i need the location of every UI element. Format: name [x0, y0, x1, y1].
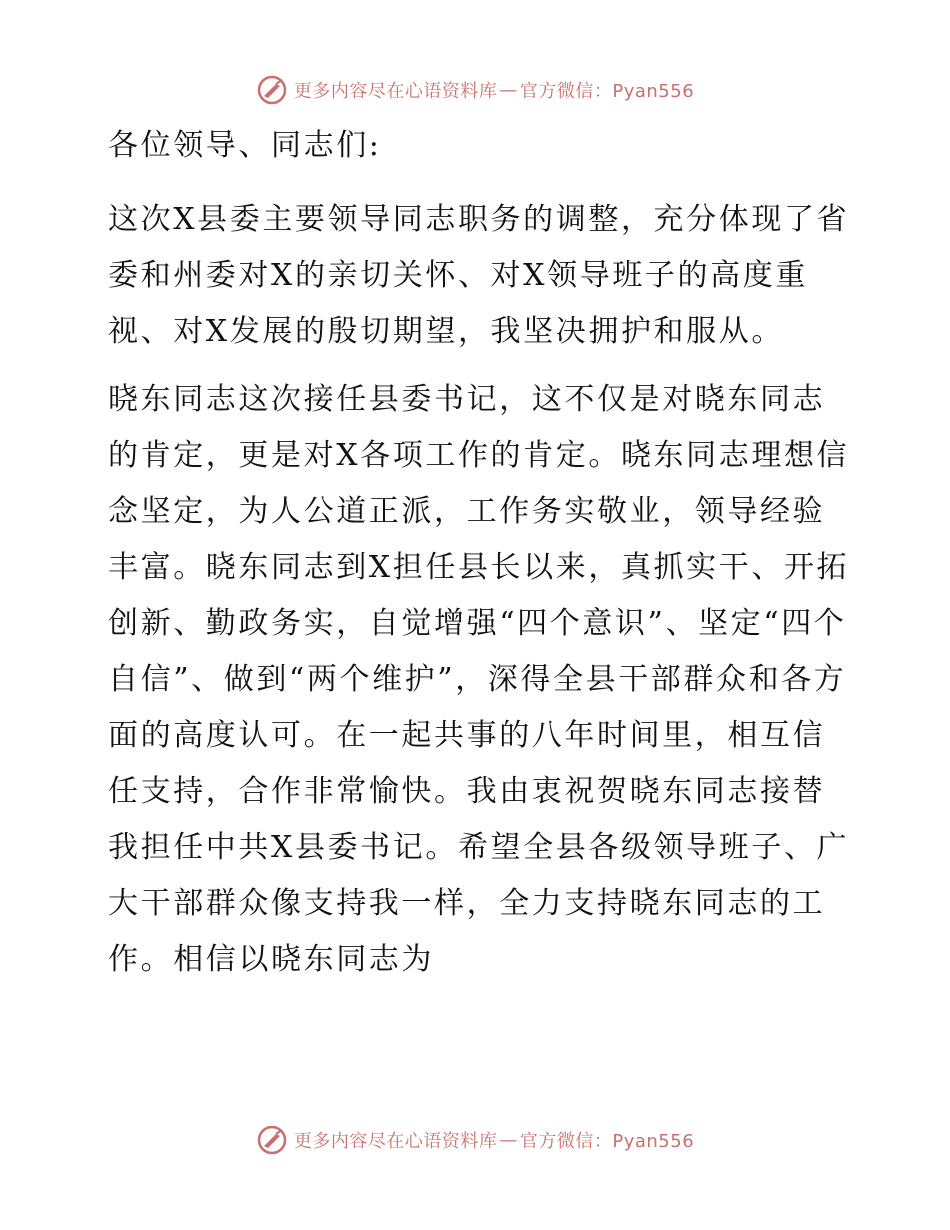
- watermark-text: 更多内容尽在心语资料库: [293, 81, 498, 102]
- footer-watermark: [0, 1120, 950, 1160]
- watermark-contact: 官方微信：Pyan556: [519, 1131, 695, 1152]
- pen-logo-icon: [256, 74, 288, 106]
- document-body: [96, 118, 856, 1000]
- watermark-separator: —: [499, 1129, 518, 1151]
- watermark-contact: 官方微信：Pyan556: [519, 81, 695, 102]
- watermark-text: 更多内容尽在心语资料库: [293, 1131, 498, 1152]
- watermark-separator: —: [499, 79, 518, 101]
- paragraph-1: 这次X县委主要领导同志职务的调整，充分体现了省委和州委对X的亲切关怀、对X领导班子的高度重视、对X发展的殷切期望，我坚决拥护和服从。: [108, 202, 850, 349]
- salutation: 各位领导、同志们:: [108, 128, 382, 163]
- header-watermark: [0, 70, 950, 110]
- paragraph-2: 晓东同志这次接任县委书记，这不仅是对晓东同志的肯定，更是对X各项工作的肯定。晓东同志理想信念坚定，为人公道正派，工作务实敬业，领导经验丰富。晓东同志到X担任县长以来，真抓实干、开拓创新、勤政务实，自觉增强“四个意识”、坚定“四个自信”、做到“两个维护”，深得全县干部群众和各方面的高度认可。在一起共事的八年时间里，相互信任支持，合作非常愉快。我由衷祝贺晓东同志接替我担任中共X县委书记。希望全县各级领导班子、广大干部群众像支持我一样，全力支持晓东同志的工作。相信以晓东同志为: [108, 382, 850, 977]
- pen-logo-icon: [256, 1124, 288, 1156]
